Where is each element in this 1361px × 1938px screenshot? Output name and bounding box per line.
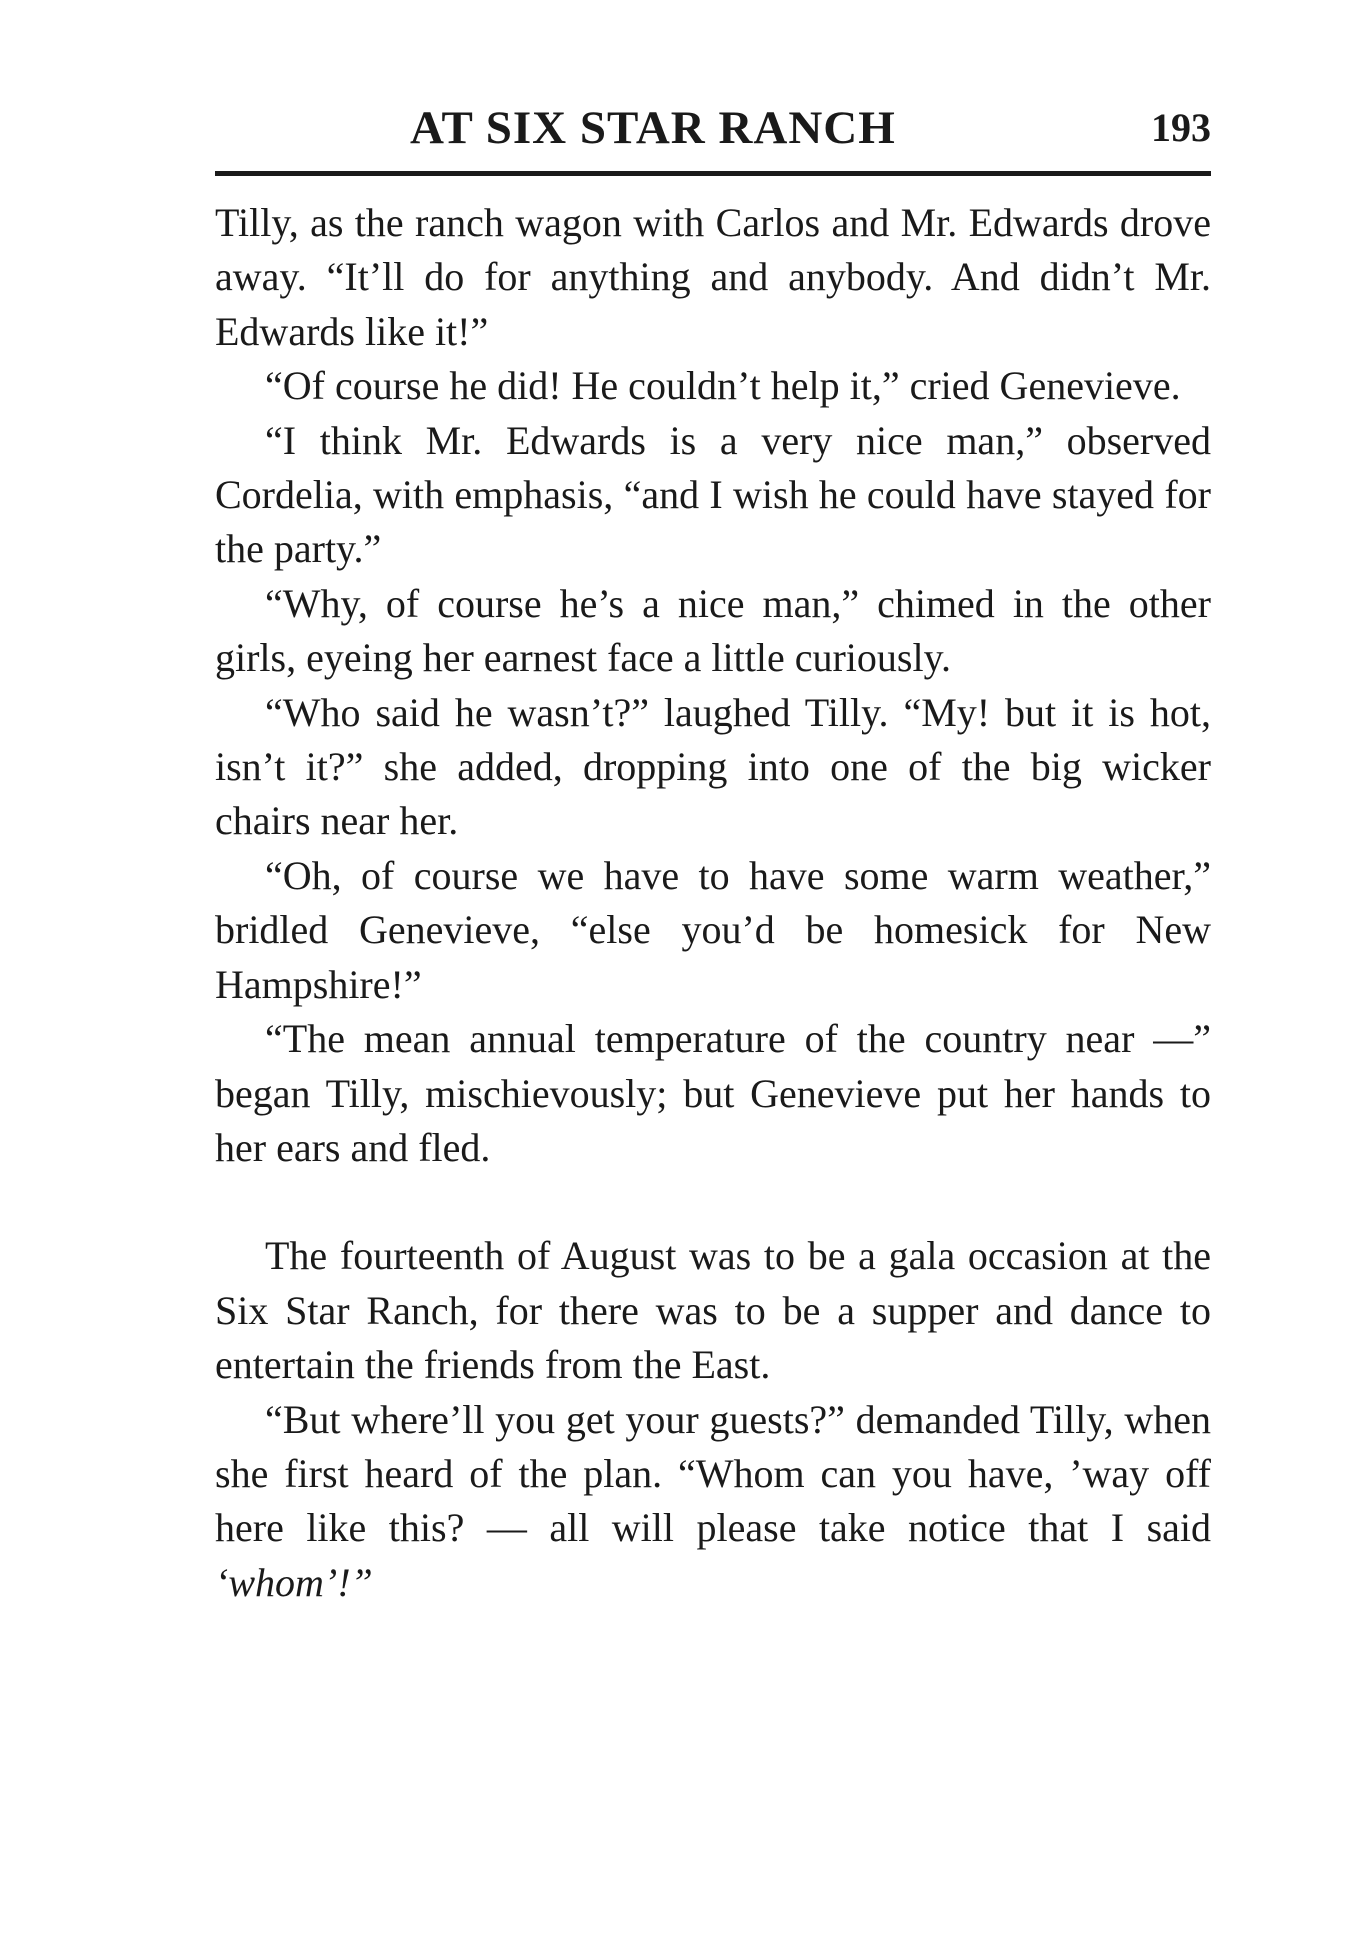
- page-header: [215, 95, 1211, 161]
- emphasis-whom: ‘whom’!”: [215, 1559, 373, 1605]
- book-page: [215, 95, 1211, 1610]
- running-title: AT SIX STAR RANCH: [410, 102, 896, 154]
- paragraph: “The mean annual temperature of the country near —” began Tilly, mischievously; but Genevieve put her hands to her ears and fled.: [215, 1016, 1211, 1170]
- paragraph-last-text: “But where’ll you get your guests?” demanded Tilly, when she first heard of the plan. “Whom can you have, ’way off here like this? — all will please take notice that I said: [215, 1396, 1211, 1551]
- header-rule: [215, 171, 1211, 176]
- paragraph: “Who said he wasn’t?” laughed Tilly. “My! but it is hot, isn’t it?” she added, dropping into one of the big wicker chairs near her.: [215, 689, 1211, 844]
- paragraph: “Of course he did! He couldn’t help it,” cried Genevieve.: [265, 363, 1181, 409]
- paragraph: “Oh, of course we have to have some warm weather,” bridled Genevieve, “else you’d be homesick for New Hampshire!”: [215, 852, 1211, 1007]
- section-start-paragraph: The fourteenth of August was to be a gala occasion at the Six Star Ranch, for there was to be a supper and dance to entertain the friends from the East.: [215, 1233, 1211, 1388]
- paragraph: “Why, of course he’s a nice man,” chimed in the other girls, eyeing her earnest face a little curiously.: [215, 580, 1211, 681]
- page-number: 193: [1151, 105, 1211, 150]
- paragraph: “I think Mr. Edwards is a very nice man,” observed Cordelia, with emphasis, “and I wish he could have stayed for the party.”: [215, 417, 1211, 572]
- paragraph-last: [215, 1393, 1211, 1611]
- body-text: [215, 196, 1211, 1610]
- paragraph: Tilly, as the ranch wagon with Carlos and Mr. Edwards drove away. “It’ll do for anything and anybody. And didn’t Mr. Edwards like it!”: [215, 200, 1211, 354]
